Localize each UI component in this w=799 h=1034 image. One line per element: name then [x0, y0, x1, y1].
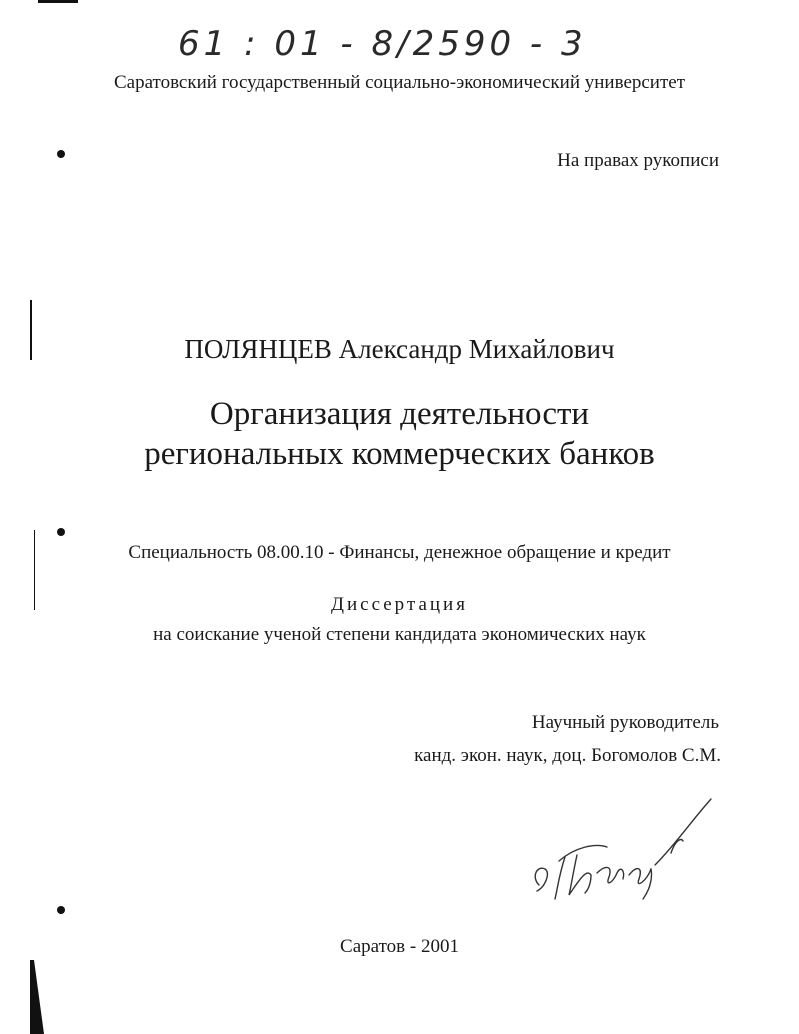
degree: на соискание ученой степени кандидата экономических наук	[153, 624, 646, 645]
supervisor-signature	[525, 795, 725, 905]
work-type: Диссертация	[331, 594, 468, 615]
manuscript-rights: На правах рукописи	[557, 150, 719, 171]
thesis-title-line-1: Организация деятельности	[209, 396, 590, 432]
author-name: ПОЛЯНЦЕВ Александр Михайлович	[184, 334, 615, 364]
specialty: Специальность 08.00.10 - Финансы, денежное обращение и кредит	[128, 542, 671, 563]
supervisor-name: канд. экон. наук, доц. Богомолов С.М.	[414, 745, 721, 766]
university-name: Саратовский государственный социально-экономический университет	[113, 72, 686, 93]
thesis-title-line-2: региональных коммерческих банков	[144, 436, 655, 472]
scan-edge-shadow	[30, 960, 50, 1034]
binding-dot-2	[57, 528, 65, 536]
supervisor-label: Научный руководитель	[531, 712, 719, 733]
binding-dot-3	[57, 906, 65, 914]
binding-dot-1	[57, 150, 65, 158]
place-year: Саратов - 2001	[340, 936, 459, 957]
archive-number: 61 : 01 - 8/2590 - 3	[178, 24, 587, 64]
scan-edge-top	[38, 0, 78, 3]
